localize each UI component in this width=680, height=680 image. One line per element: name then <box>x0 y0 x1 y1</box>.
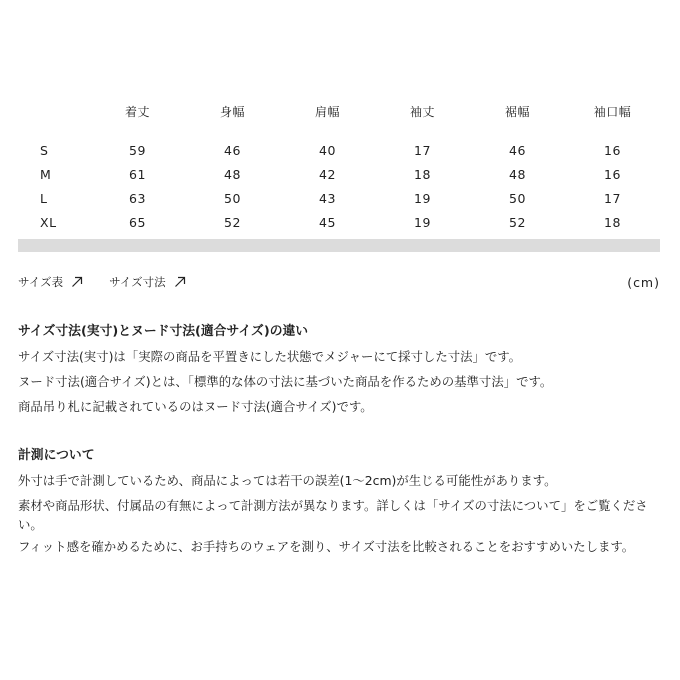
table-cell: 59 <box>129 142 146 158</box>
size-measure-link[interactable] <box>109 274 186 290</box>
table-cell: 52 <box>509 214 526 230</box>
table-cell: 17 <box>604 190 621 206</box>
section-text: ヌード寸法(適合サイズ)とは、「標準的な体の寸法に基づいた商品を作るための基準寸法」です。 <box>18 374 553 389</box>
table-row <box>18 210 660 234</box>
table-cell: 46 <box>224 142 241 158</box>
table-row <box>18 162 660 186</box>
table-row <box>18 138 660 162</box>
size-label: S <box>40 142 49 158</box>
table-cell: 65 <box>129 214 146 230</box>
table-cell: 52 <box>224 214 241 230</box>
table-cell: 40 <box>319 142 336 158</box>
table-cell: 50 <box>509 190 526 206</box>
section-text: フィット感を確かめるために、お手持ちのウェアを測り、サイズ寸法を比較されることをおすすめいたします。 <box>18 539 635 554</box>
table-cell: 18 <box>604 214 621 230</box>
size-label: M <box>40 166 52 182</box>
table-cell: 61 <box>129 166 146 182</box>
table-header-row <box>18 98 660 138</box>
size-label: L <box>40 190 48 206</box>
table-cell: 43 <box>319 190 336 206</box>
table-cell: 16 <box>604 142 621 158</box>
size-difference-section <box>18 319 663 419</box>
section-text: 素材や商品形状、付属品の有無によって計測方法が異なります。詳しくは「サイズの寸法について」をご覧ください。 <box>18 498 648 532</box>
section-title: サイズ寸法(実寸)とヌード寸法(適合サイズ)の違い <box>18 324 309 339</box>
size-measure-link-label: サイズ寸法 <box>109 275 166 289</box>
section-text: 商品吊り札に記載されているのはヌード寸法(適合サイズ)です。 <box>18 399 373 414</box>
size-chart-link[interactable] <box>18 274 83 290</box>
size-label: XL <box>40 214 57 230</box>
measurement-section <box>18 443 663 559</box>
table-cell: 19 <box>414 214 431 230</box>
header-body-width: 身幅 <box>219 104 245 119</box>
table-cell: 17 <box>414 142 431 158</box>
section-title: 計測について <box>18 448 95 463</box>
section-text: 外寸は手で計測しているため、商品によっては若干の誤差(1〜2cm)が生じる可能性があります。 <box>18 473 557 488</box>
table-cell: 63 <box>129 190 146 206</box>
table-cell: 16 <box>604 166 621 182</box>
table-row <box>18 186 660 210</box>
table-cell: 46 <box>509 142 526 158</box>
table-cell: 19 <box>414 190 431 206</box>
table-horizontal-scrollbar[interactable] <box>18 239 660 252</box>
table-cell: 48 <box>224 166 241 182</box>
header-cuff-width: 袖口幅 <box>593 104 632 119</box>
header-size <box>18 98 90 138</box>
table-cell: 50 <box>224 190 241 206</box>
header-shoulder-width: 肩幅 <box>314 104 340 119</box>
arrow-up-right-icon <box>174 276 186 288</box>
table-cell: 42 <box>319 166 336 182</box>
table-cell: 45 <box>319 214 336 230</box>
table-cell: 48 <box>509 166 526 182</box>
header-length: 着丈 <box>124 104 150 119</box>
size-chart-link-label: サイズ表 <box>18 275 64 289</box>
size-links <box>18 274 186 290</box>
size-table <box>18 98 660 234</box>
arrow-up-right-icon <box>71 276 83 288</box>
unit-label: (cm) <box>627 275 660 290</box>
header-sleeve-length: 袖丈 <box>409 104 435 119</box>
table-cell: 18 <box>414 166 431 182</box>
section-text: サイズ寸法(実寸)は「実際の商品を平置きにした状態でメジャーにて採寸した寸法」です。 <box>18 349 522 364</box>
header-hem-width: 裾幅 <box>504 104 530 119</box>
